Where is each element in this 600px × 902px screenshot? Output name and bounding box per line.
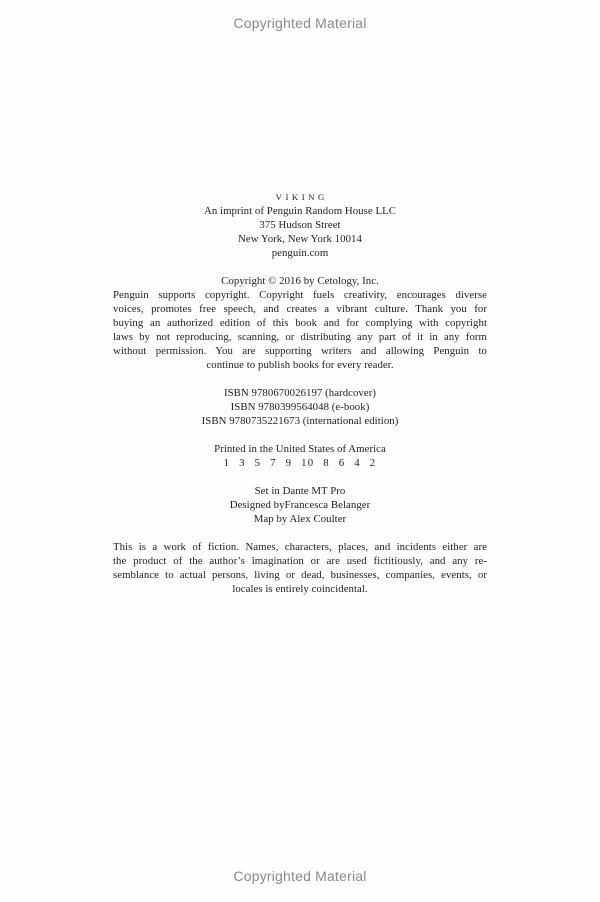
- copyright-notice: Copyright © 2016 by Cetology, Inc.: [221, 275, 379, 287]
- printing-location: Printed in the United States of America: [214, 443, 386, 455]
- copyright-paragraph: [113, 288, 487, 372]
- text-line: semblance to actual persons, living or dead, businesses, companies, events, or: [113, 569, 487, 581]
- copyright-page-text: [113, 190, 487, 596]
- imprint-address: [113, 204, 487, 260]
- text-line: Map by Alex Coulter: [253, 513, 347, 525]
- printers-key-number-line: 1 3 5 7 9 10 8 6 4 2: [223, 457, 377, 469]
- text-line: continue to publish books for every reader.: [206, 359, 394, 371]
- text-line: ISBN 9780735221673 (international edition): [201, 415, 399, 427]
- design-credits-block: [113, 484, 487, 526]
- printing-block: [113, 442, 487, 470]
- text-line: penguin.com: [271, 247, 329, 259]
- imprint-name: VIKING: [275, 192, 328, 202]
- text-line: without permission. You are supporting writers and allowing Penguin to: [113, 345, 487, 357]
- text-line: ISBN 9780399564048 (e-book): [230, 401, 370, 413]
- copyrighted-material-banner-bottom: Copyrighted Material: [233, 868, 367, 884]
- publisher-imprint-block: [113, 190, 487, 260]
- text-line: voices, promotes free speech, and creates a vibrant culture. Thank you for: [113, 303, 487, 315]
- text-line: New York, New York 10014: [238, 233, 362, 245]
- text-line: Penguin supports copyright. Copyright fuels creativity, encourages diverse: [113, 289, 487, 301]
- copyrighted-material-banner-top: Copyrighted Material: [233, 15, 367, 31]
- text-line: An imprint of Penguin Random House LLC: [203, 205, 397, 217]
- isbn-block: [113, 386, 487, 428]
- copyright-notice-block: [113, 274, 487, 372]
- text-line: Set in Dante MT Pro: [254, 485, 346, 497]
- text-line: locales is entirely coincidental.: [232, 583, 368, 595]
- text-line: buying an authorized edition of this book and for complying with copyright: [113, 317, 487, 329]
- text-line: This is a work of fiction. Names, characters, places, and incidents either are: [113, 541, 487, 553]
- fiction-disclaimer-block: [113, 540, 487, 596]
- text-line: ISBN 9780670026197 (hardcover): [223, 387, 377, 399]
- text-line: laws by not reproducing, scanning, or distributing any part of it in any form: [113, 331, 487, 343]
- text-line: Designed byFrancesca Belanger: [229, 499, 371, 511]
- text-line: 375 Hudson Street: [259, 219, 341, 231]
- text-line: the product of the author’s imagination or are used fictitiously, and any re-: [113, 555, 487, 567]
